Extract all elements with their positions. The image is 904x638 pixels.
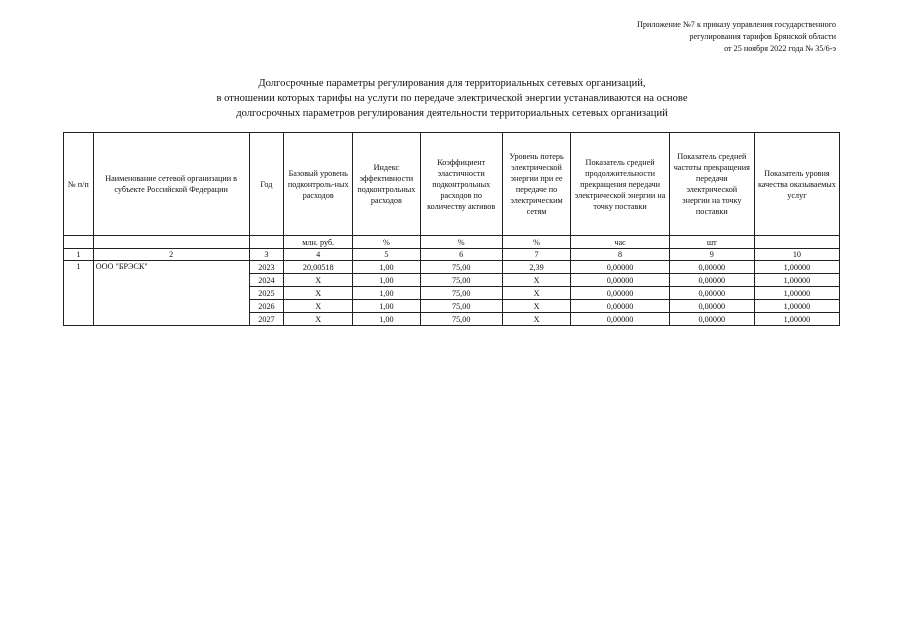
unit-cell: час <box>571 236 669 249</box>
quality-level-cell: 1,00000 <box>754 287 839 300</box>
document-title <box>90 76 814 121</box>
year-cell: 2025 <box>249 287 284 300</box>
appendix-line: от 25 ноября 2022 года № 35/6-э <box>724 44 836 53</box>
table-row <box>64 261 840 274</box>
efficiency-index-cell: 1,00 <box>353 274 421 287</box>
elasticity-coefficient-cell: 75,00 <box>420 287 502 300</box>
header-cell-interruption-duration: Показатель средней продолжительности прекращения передачи электрической энергии на точку поставки <box>571 133 669 236</box>
column-number-cell: 3 <box>249 249 284 261</box>
interruption-frequency-cell: 0,00000 <box>669 313 754 326</box>
unit-cell <box>249 236 284 249</box>
title-line: долгосрочных параметров регулирования деятельности территориальных сетевых организаций <box>236 108 668 119</box>
header-cell-year: Год <box>249 133 284 236</box>
base-level-cell: 20,00518 <box>284 261 353 274</box>
interruption-frequency-cell: 0,00000 <box>669 300 754 313</box>
quality-level-cell: 1,00000 <box>754 274 839 287</box>
column-number-cell: 8 <box>571 249 669 261</box>
interruption-frequency-cell: 0,00000 <box>669 261 754 274</box>
unit-cell: % <box>420 236 502 249</box>
efficiency-index-cell: 1,00 <box>353 313 421 326</box>
appendix-line: Приложение №7 к приказу управления государственного <box>637 20 836 29</box>
column-number-cell: 1 <box>64 249 94 261</box>
year-cell: 2024 <box>249 274 284 287</box>
elasticity-coefficient-cell: 75,00 <box>420 274 502 287</box>
interruption-duration-cell: 0,00000 <box>571 274 669 287</box>
unit-cell: шт <box>669 236 754 249</box>
unit-cell <box>64 236 94 249</box>
column-number-cell: 10 <box>754 249 839 261</box>
title-line: в отношении которых тарифы на услуги по передаче электрической энергии устанавливаются на основе <box>216 93 688 104</box>
loss-level-cell: X <box>502 300 571 313</box>
column-number-cell: 7 <box>502 249 571 261</box>
year-cell: 2023 <box>249 261 284 274</box>
unit-cell <box>754 236 839 249</box>
elasticity-coefficient-cell: 75,00 <box>420 300 502 313</box>
unit-cell: млн. руб. <box>284 236 353 249</box>
quality-level-cell: 1,00000 <box>754 261 839 274</box>
year-cell: 2026 <box>249 300 284 313</box>
efficiency-index-cell: 1,00 <box>353 287 421 300</box>
header-cell-loss-level: Уровень потерь электрической энергии при ее передаче по электрическим сетям <box>502 133 571 236</box>
loss-level-cell: 2,39 <box>502 261 571 274</box>
loss-level-cell: X <box>502 287 571 300</box>
quality-level-cell: 1,00000 <box>754 313 839 326</box>
header-row <box>64 133 840 236</box>
title-line: Долгосрочные параметры регулирования для территориальных сетевых организаций, <box>258 78 646 89</box>
efficiency-index-cell: 1,00 <box>353 300 421 313</box>
year-cell: 2027 <box>249 313 284 326</box>
parameters-table <box>63 132 840 326</box>
header-cell-number: № п/п <box>64 133 94 236</box>
appendix-reference <box>536 19 836 55</box>
column-number-cell: 2 <box>93 249 249 261</box>
header-cell-efficiency-index: Индекс эффективности подконтрольных расходов <box>353 133 421 236</box>
unit-cell: % <box>353 236 421 249</box>
header-cell-elasticity-coefficient: Коэффициент эластичности подконтрольных расходов по количеству активов <box>420 133 502 236</box>
header-cell-base-level: Базовый уровень подконтроль-ных расходов <box>284 133 353 236</box>
interruption-duration-cell: 0,00000 <box>571 261 669 274</box>
organization-name: ООО "БРЭСК" <box>93 261 249 326</box>
interruption-duration-cell: 0,00000 <box>571 300 669 313</box>
base-level-cell: X <box>284 274 353 287</box>
base-level-cell: X <box>284 300 353 313</box>
column-number-cell: 5 <box>353 249 421 261</box>
column-numbers-row <box>64 249 840 261</box>
loss-level-cell: X <box>502 313 571 326</box>
interruption-frequency-cell: 0,00000 <box>669 287 754 300</box>
units-row <box>64 236 840 249</box>
header-cell-interruption-frequency: Показатель средней частоты прекращения передачи электрической энергии на точку поставки <box>669 133 754 236</box>
quality-level-cell: 1,00000 <box>754 300 839 313</box>
interruption-duration-cell: 0,00000 <box>571 313 669 326</box>
column-number-cell: 9 <box>669 249 754 261</box>
column-number-cell: 6 <box>420 249 502 261</box>
efficiency-index-cell: 1,00 <box>353 261 421 274</box>
elasticity-coefficient-cell: 75,00 <box>420 261 502 274</box>
base-level-cell: X <box>284 313 353 326</box>
unit-cell <box>93 236 249 249</box>
appendix-line: регулирования тарифов Брянской области <box>689 32 836 41</box>
column-number-cell: 4 <box>284 249 353 261</box>
interruption-duration-cell: 0,00000 <box>571 287 669 300</box>
unit-cell: % <box>502 236 571 249</box>
interruption-frequency-cell: 0,00000 <box>669 274 754 287</box>
elasticity-coefficient-cell: 75,00 <box>420 313 502 326</box>
entry-number: 1 <box>64 261 94 326</box>
header-cell-organization: Наименование сетевой организации в субъекте Российской Федерации <box>93 133 249 236</box>
header-cell-quality-level: Показатель уровня качества оказываемых услуг <box>754 133 839 236</box>
base-level-cell: X <box>284 287 353 300</box>
loss-level-cell: X <box>502 274 571 287</box>
